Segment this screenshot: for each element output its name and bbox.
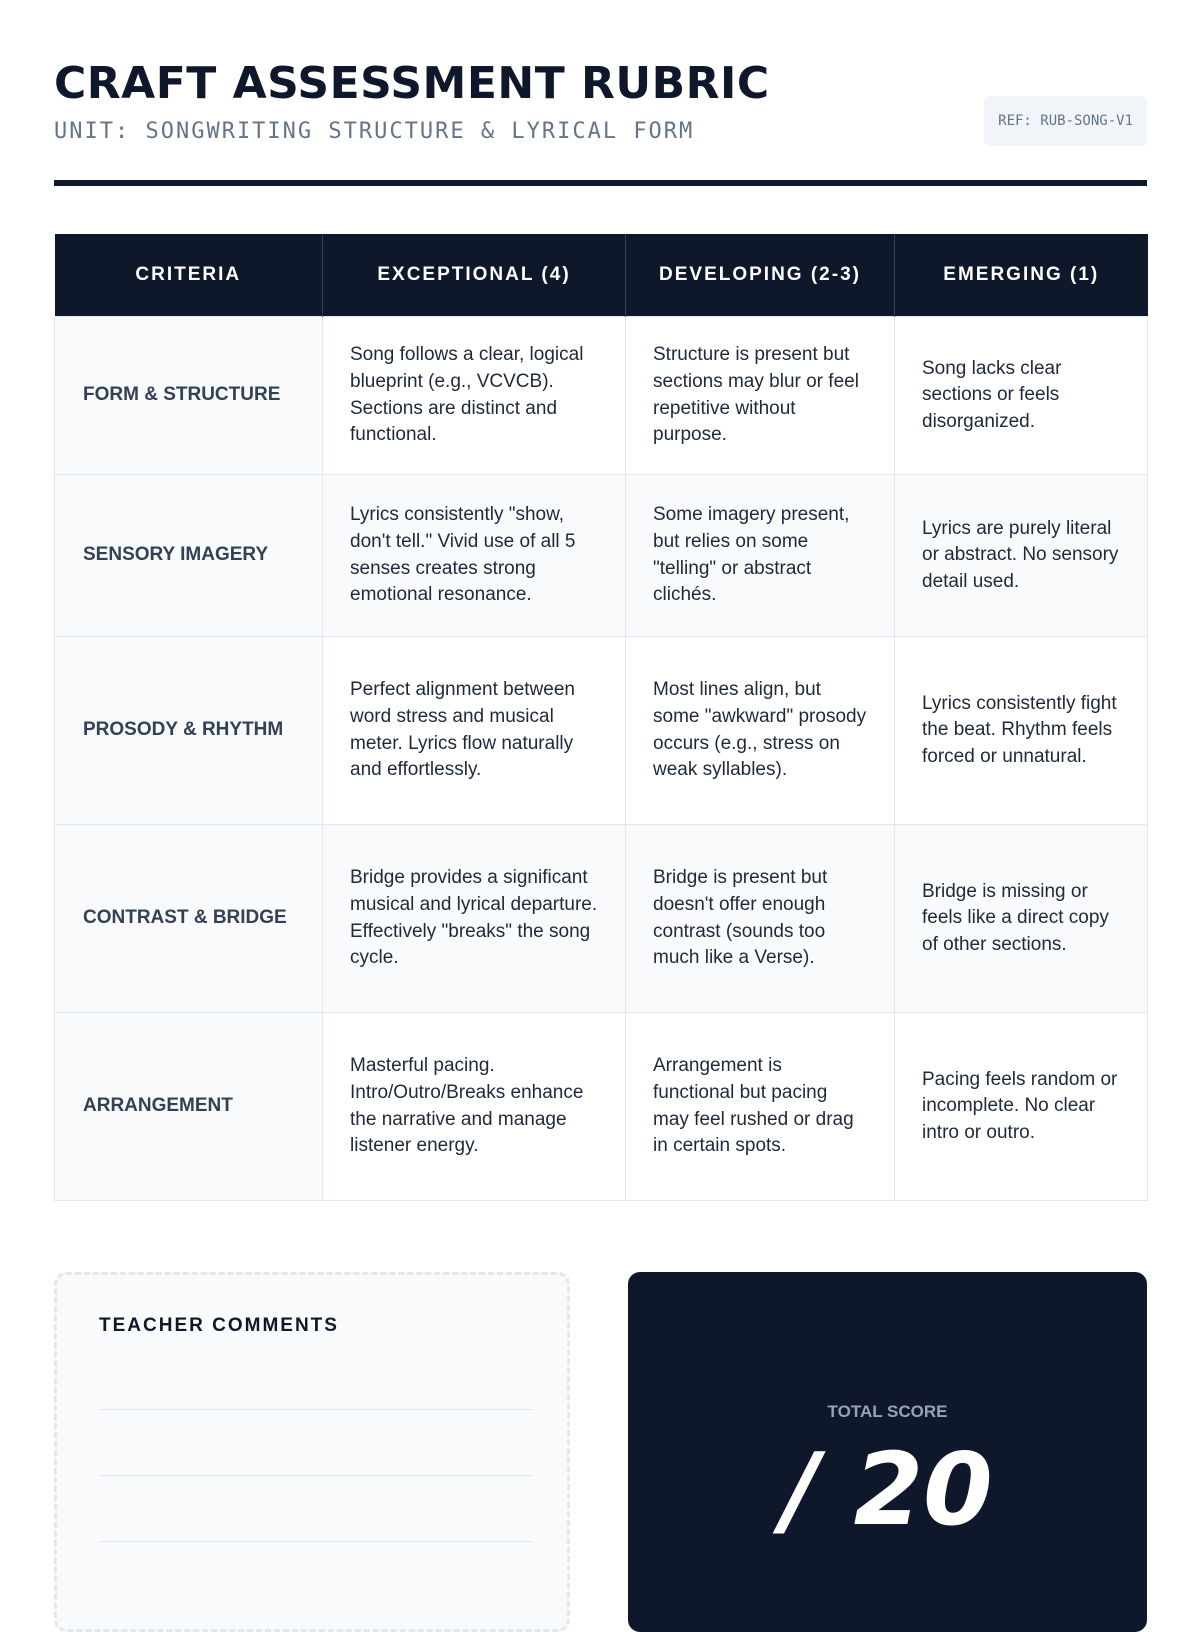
emerging-cell: Lyrics consistently fight the beat. Rhythm feels forced or unnatural.: [895, 637, 1148, 825]
column-header-developing: DEVELOPING (2-3): [626, 234, 895, 317]
rubric-table: [54, 234, 1148, 1201]
reference-badge: REF: RUB-SONG-V1: [984, 96, 1147, 146]
table-row: [55, 825, 1148, 1013]
teacher-comments-title: TEACHER COMMENTS: [99, 1315, 339, 1336]
table-header-row: [55, 234, 1148, 317]
developing-cell: Structure is present but sections may blur or feel repetitive without purpose.: [626, 317, 895, 475]
exceptional-cell: Lyrics consistently "show, don't tell." Vivid use of all 5 senses creates strong emotional resonance.: [323, 475, 626, 637]
table-row: [55, 475, 1148, 637]
unit-subtitle: UNIT: SONGWRITING STRUCTURE & LYRICAL FORM: [54, 119, 695, 144]
column-header-exceptional: EXCEPTIONAL (4): [323, 234, 626, 317]
exceptional-cell: Masterful pacing. Intro/Outro/Breaks enhance the narrative and manage listener energy.: [323, 1013, 626, 1201]
teacher-comments-box[interactable]: [54, 1272, 570, 1632]
developing-cell: Some imagery present, but relies on some "telling" or abstract clichés.: [626, 475, 895, 637]
exceptional-cell: Bridge provides a significant musical and lyrical departure. Effectively "breaks" the song cycle.: [323, 825, 626, 1013]
developing-cell: Arrangement is functional but pacing may feel rushed or drag in certain spots.: [626, 1013, 895, 1201]
total-score-value[interactable]: / 20: [782, 1431, 993, 1548]
emerging-cell: Song lacks clear sections or feels disorganized.: [895, 317, 1148, 475]
page-title: CRAFT ASSESSMENT RUBRIC: [54, 58, 770, 109]
table-row: [55, 637, 1148, 825]
total-score-label: TOTAL SCORE: [827, 1402, 948, 1421]
criteria-cell: FORM & STRUCTURE: [55, 317, 323, 475]
table-row: [55, 317, 1148, 475]
page-header: [54, 56, 1147, 186]
table-row: [55, 1013, 1148, 1201]
rubric-page: [54, 0, 1147, 1600]
exceptional-cell: Song follows a clear, logical blueprint (e.g., VCVCB). Sections are distinct and functional.: [323, 317, 626, 475]
criteria-cell: SENSORY IMAGERY: [55, 475, 323, 637]
developing-cell: Most lines align, but some "awkward" prosody occurs (e.g., stress on weak syllables).: [626, 637, 895, 825]
comment-writing-line: [99, 1541, 533, 1542]
criteria-cell: ARRANGEMENT: [55, 1013, 323, 1201]
criteria-cell: CONTRAST & BRIDGE: [55, 825, 323, 1013]
developing-cell: Bridge is present but doesn't offer enough contrast (sounds too much like a Verse).: [626, 825, 895, 1013]
exceptional-cell: Perfect alignment between word stress and musical meter. Lyrics flow naturally and effortlessly.: [323, 637, 626, 825]
total-score-box: [628, 1272, 1147, 1632]
comment-writing-line: [99, 1409, 533, 1410]
column-header-emerging: EMERGING (1): [895, 234, 1148, 317]
emerging-cell: Bridge is missing or feels like a direct copy of other sections.: [895, 825, 1148, 1013]
comment-writing-line: [99, 1475, 533, 1476]
column-header-criteria: CRITERIA: [55, 234, 323, 317]
criteria-cell: PROSODY & RHYTHM: [55, 637, 323, 825]
emerging-cell: Pacing feels random or incomplete. No clear intro or outro.: [895, 1013, 1148, 1201]
emerging-cell: Lyrics are purely literal or abstract. No sensory detail used.: [895, 475, 1148, 637]
